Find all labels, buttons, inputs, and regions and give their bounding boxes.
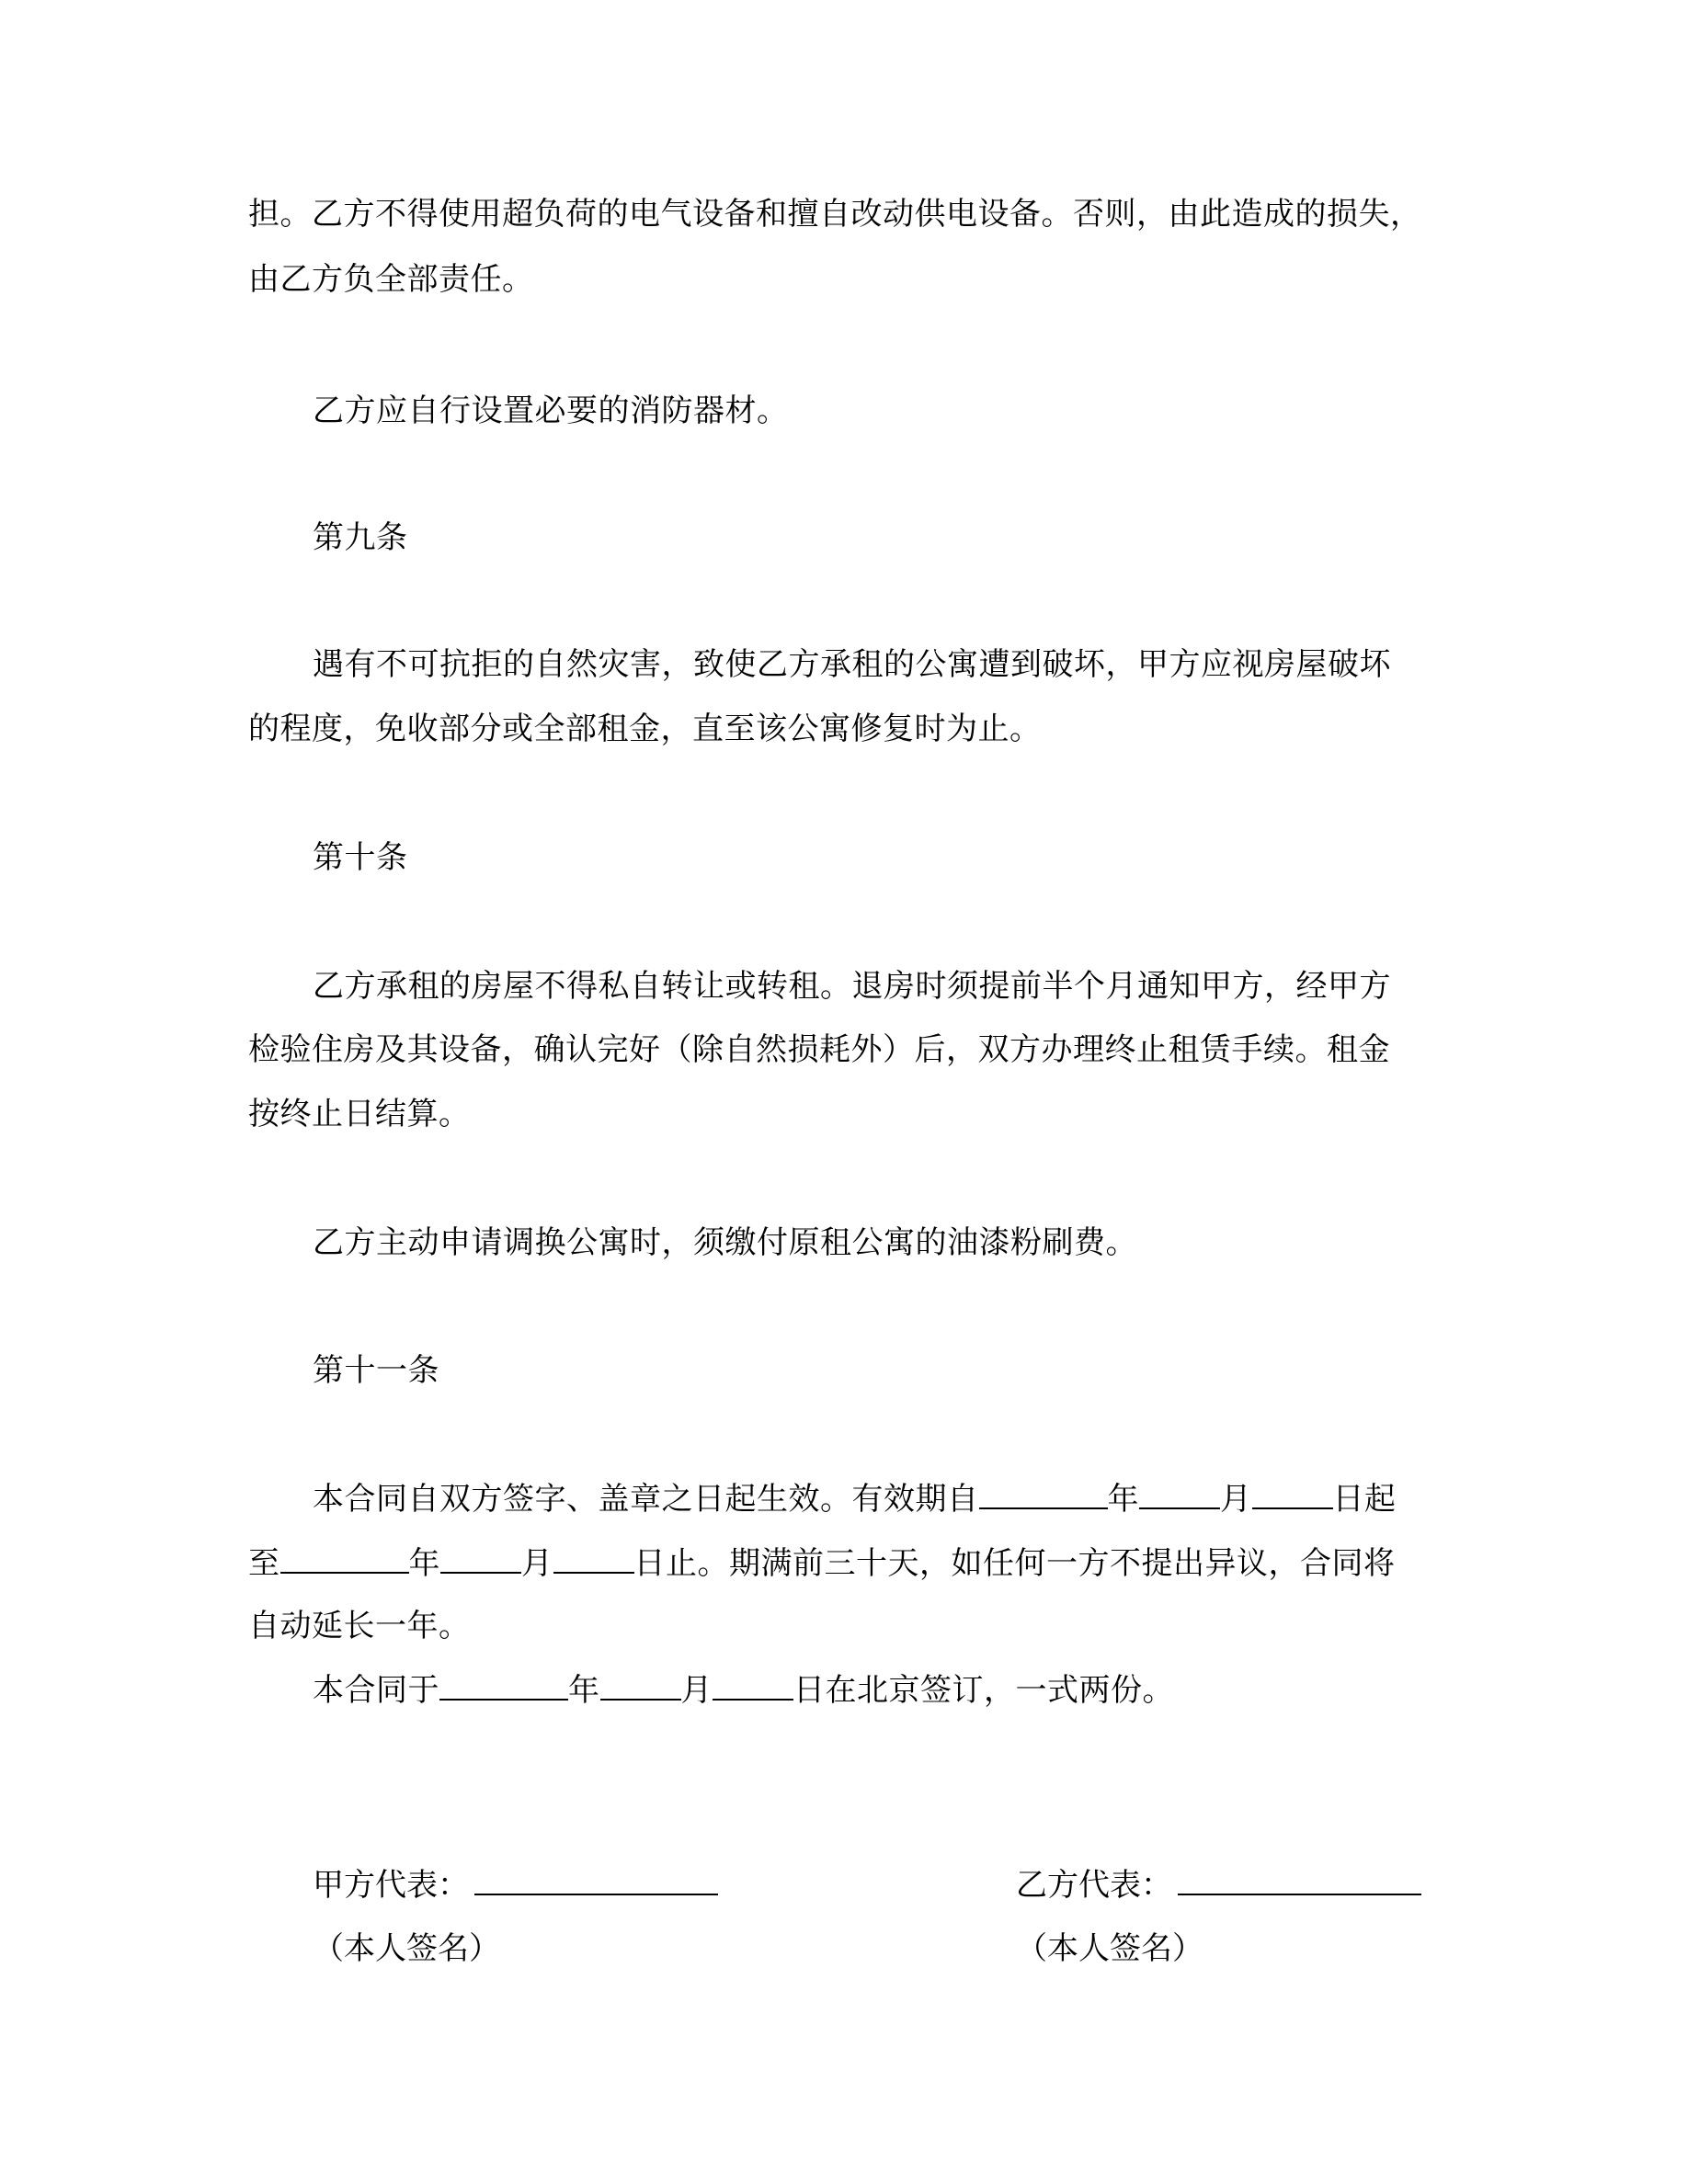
paragraph-line: 自动延长一年。 [248,1608,471,1644]
article-heading-10: 第十条 [313,839,408,876]
signing-date-line [313,1671,1174,1709]
signing-day-blank[interactable] [713,1671,793,1701]
party-b-note: （本人签名） [1016,1930,1203,1967]
month-label: 月 [1220,1481,1252,1518]
party-b-signature-line [1016,1866,1421,1904]
month-label: 月 [521,1545,553,1582]
month-label: 月 [680,1672,713,1709]
party-a-signature-line [313,1866,718,1904]
end-year-blank[interactable] [280,1544,409,1574]
paragraph-line: 遇有不可抗拒的自然灾害，致使乙方承租的公寓遭到破坏，甲方应视房屋破坏 [313,646,1391,683]
party-a-signature-blank[interactable] [474,1866,718,1895]
signing-prefix: 本合同于 [313,1672,439,1709]
year-label: 年 [1107,1481,1139,1518]
paragraph: 乙方应自行设置必要的消防器材。 [313,392,789,429]
party-b-label: 乙方代表： [1016,1867,1172,1904]
paragraph-line: 担。乙方不得使用超负荷的电气设备和擅自改动供电设备。否则，由此造成的损失， [248,196,1422,233]
end-month-blank[interactable] [440,1544,521,1574]
paragraph-line: 按终止日结算。 [248,1096,471,1132]
start-month-blank[interactable] [1139,1480,1220,1509]
party-a-label: 甲方代表： [313,1867,469,1904]
year-label: 年 [408,1545,440,1582]
party-b-signature-blank[interactable] [1178,1866,1421,1895]
paragraph-line: 的程度，免收部分或全部租金，直至该公寓修复时为止。 [248,711,1042,747]
effective-prefix: 本合同自双方签字、盖章之日起生效。有效期自 [313,1481,979,1518]
effective-period-end-line [248,1544,1396,1582]
article-heading-11: 第十一条 [313,1352,439,1389]
end-suffix: 日止。期满前三十天，如任何一方不提出异议，合同将 [633,1545,1396,1582]
party-a-note: （本人签名） [313,1930,500,1967]
day-start-label: 日起 [1332,1481,1397,1518]
effective-period-line [313,1480,1397,1518]
year-label: 年 [568,1672,600,1709]
end-day-blank[interactable] [553,1544,634,1574]
paragraph-line: 乙方承租的房屋不得私自转让或转租。退房时须提前半个月通知甲方，经甲方 [313,968,1391,1005]
to-label: 至 [248,1545,280,1582]
signing-month-blank[interactable] [600,1671,681,1701]
start-year-blank[interactable] [979,1480,1108,1509]
paragraph: 乙方主动申请调换公寓时，须缴付原租公寓的油漆粉刷费。 [313,1224,1137,1261]
article-heading-9: 第九条 [313,519,408,556]
signing-suffix: 日在北京签订，一式两份。 [793,1672,1174,1709]
start-day-blank[interactable] [1252,1480,1333,1509]
paragraph-line: 检验住房及其设备，确认完好（除自然损耗外）后，双方办理终止租赁手续。租金 [248,1031,1390,1068]
signing-year-blank[interactable] [439,1671,568,1701]
paragraph-line: 由乙方负全部责任。 [248,261,534,298]
